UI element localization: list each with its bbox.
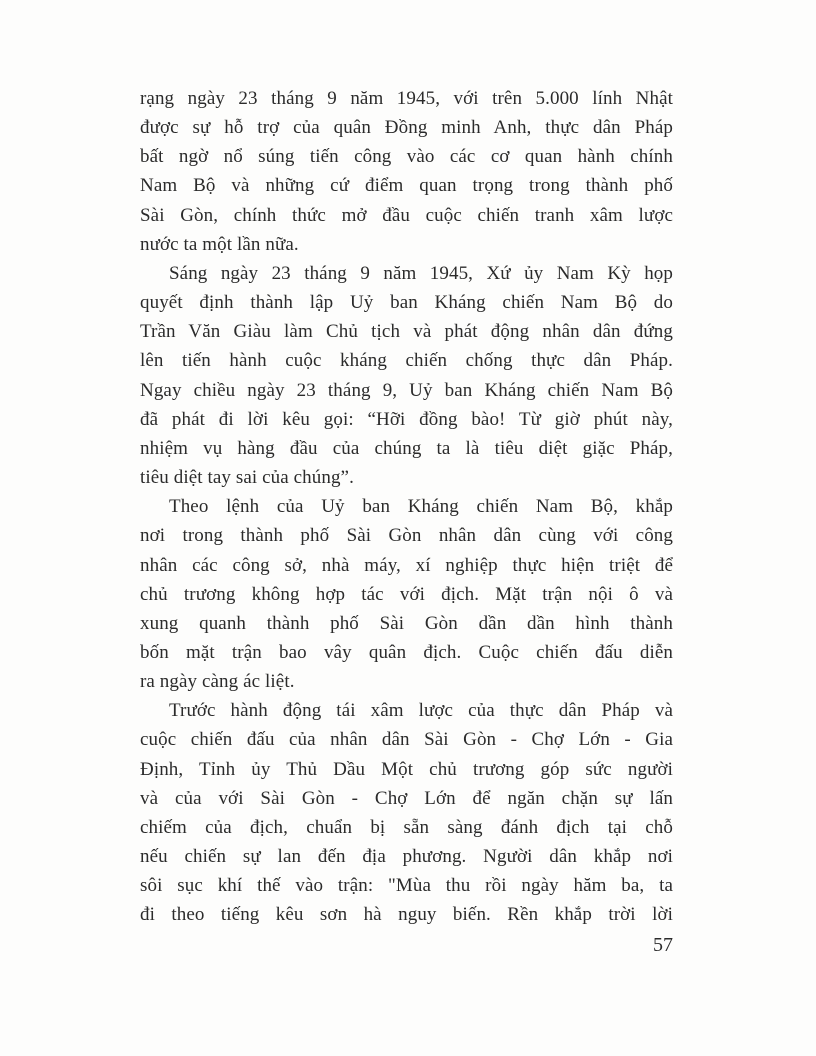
text-line: sôi sục khí thế vào trận: "Mùa thu rồi ngày hăm ba, ta xyxy=(140,875,673,897)
text-line: Ngay chiều ngày 23 tháng 9, Uỷ ban Kháng chiến Nam Bộ xyxy=(140,379,673,401)
text-line: xung quanh thành phố Sài Gòn dần dần hình thành xyxy=(140,612,673,634)
paragraph xyxy=(140,259,673,492)
text-line: ra ngày càng ác liệt. xyxy=(140,671,295,693)
text-line: lên tiến hành cuộc kháng chiến chống thực dân Pháp. xyxy=(140,350,673,372)
text-line: đã phát đi lời kêu gọi: “Hỡi đồng bào! Từ giờ phút này, xyxy=(140,408,673,430)
text-line: đi theo tiếng kêu sơn hà nguy biến. Rền khắp trời lời xyxy=(140,904,673,926)
text-line: Nam Bộ và những cứ điểm quan trọng trong thành phố xyxy=(140,175,673,197)
text-line: Định, Tỉnh ủy Thủ Dầu Một chủ trương góp sức người xyxy=(140,758,673,780)
text-line: cuộc chiến đấu của nhân dân Sài Gòn - Chợ Lớn - Gia xyxy=(140,729,673,751)
text-line: nếu chiến sự lan đến địa phương. Người dân khắp nơi xyxy=(140,846,673,868)
text-line: tiêu diệt tay sai của chúng”. xyxy=(140,467,354,489)
text-line: nhiệm vụ hàng đầu của chúng ta là tiêu diệt giặc Pháp, xyxy=(140,437,673,459)
text-line: và của với Sài Gòn - Chợ Lớn để ngăn chặn sự lấn xyxy=(140,787,673,809)
text-line: nhân các công sở, nhà máy, xí nghiệp thực hiện triệt để xyxy=(140,554,673,576)
paragraph xyxy=(140,696,673,929)
text-line: Sài Gòn, chính thức mở đầu cuộc chiến tranh xâm lược xyxy=(140,204,673,226)
paragraph xyxy=(140,492,673,696)
text-line: Trước hành động tái xâm lược của thực dân Pháp và xyxy=(169,700,673,722)
text-line: quyết định thành lập Uỷ ban Kháng chiến Nam Bộ do xyxy=(140,292,673,314)
text-line: Sáng ngày 23 tháng 9 năm 1945, Xứ ủy Nam Kỳ họp xyxy=(169,262,673,284)
paragraph xyxy=(140,84,673,259)
text-line: chiếm của địch, chuẩn bị sẵn sàng đánh địch tại chỗ xyxy=(140,816,673,838)
page-number: 57 xyxy=(653,934,673,956)
text-line: Theo lệnh của Uỷ ban Kháng chiến Nam Bộ, khắp xyxy=(169,496,673,518)
text-line: nước ta một lần nữa. xyxy=(140,233,299,255)
text-line: bất ngờ nổ súng tiến công vào các cơ quan hành chính xyxy=(140,146,673,168)
text-line: bốn mặt trận bao vây quân địch. Cuộc chiến đấu diễn xyxy=(140,641,673,663)
text-line: nơi trong thành phố Sài Gòn nhân dân cùng với công xyxy=(140,525,673,547)
text-line: rạng ngày 23 tháng 9 năm 1945, với trên 5.000 lính Nhật xyxy=(140,88,673,109)
text-line: Trần Văn Giàu làm Chủ tịch và phát động nhân dân đứng xyxy=(140,321,673,343)
text-line: được sự hỗ trợ của quân Đồng minh Anh, thực dân Pháp xyxy=(140,117,673,139)
text-line: chủ trương không hợp tác với địch. Mặt trận nội ô và xyxy=(140,583,673,605)
page-text xyxy=(140,84,673,930)
